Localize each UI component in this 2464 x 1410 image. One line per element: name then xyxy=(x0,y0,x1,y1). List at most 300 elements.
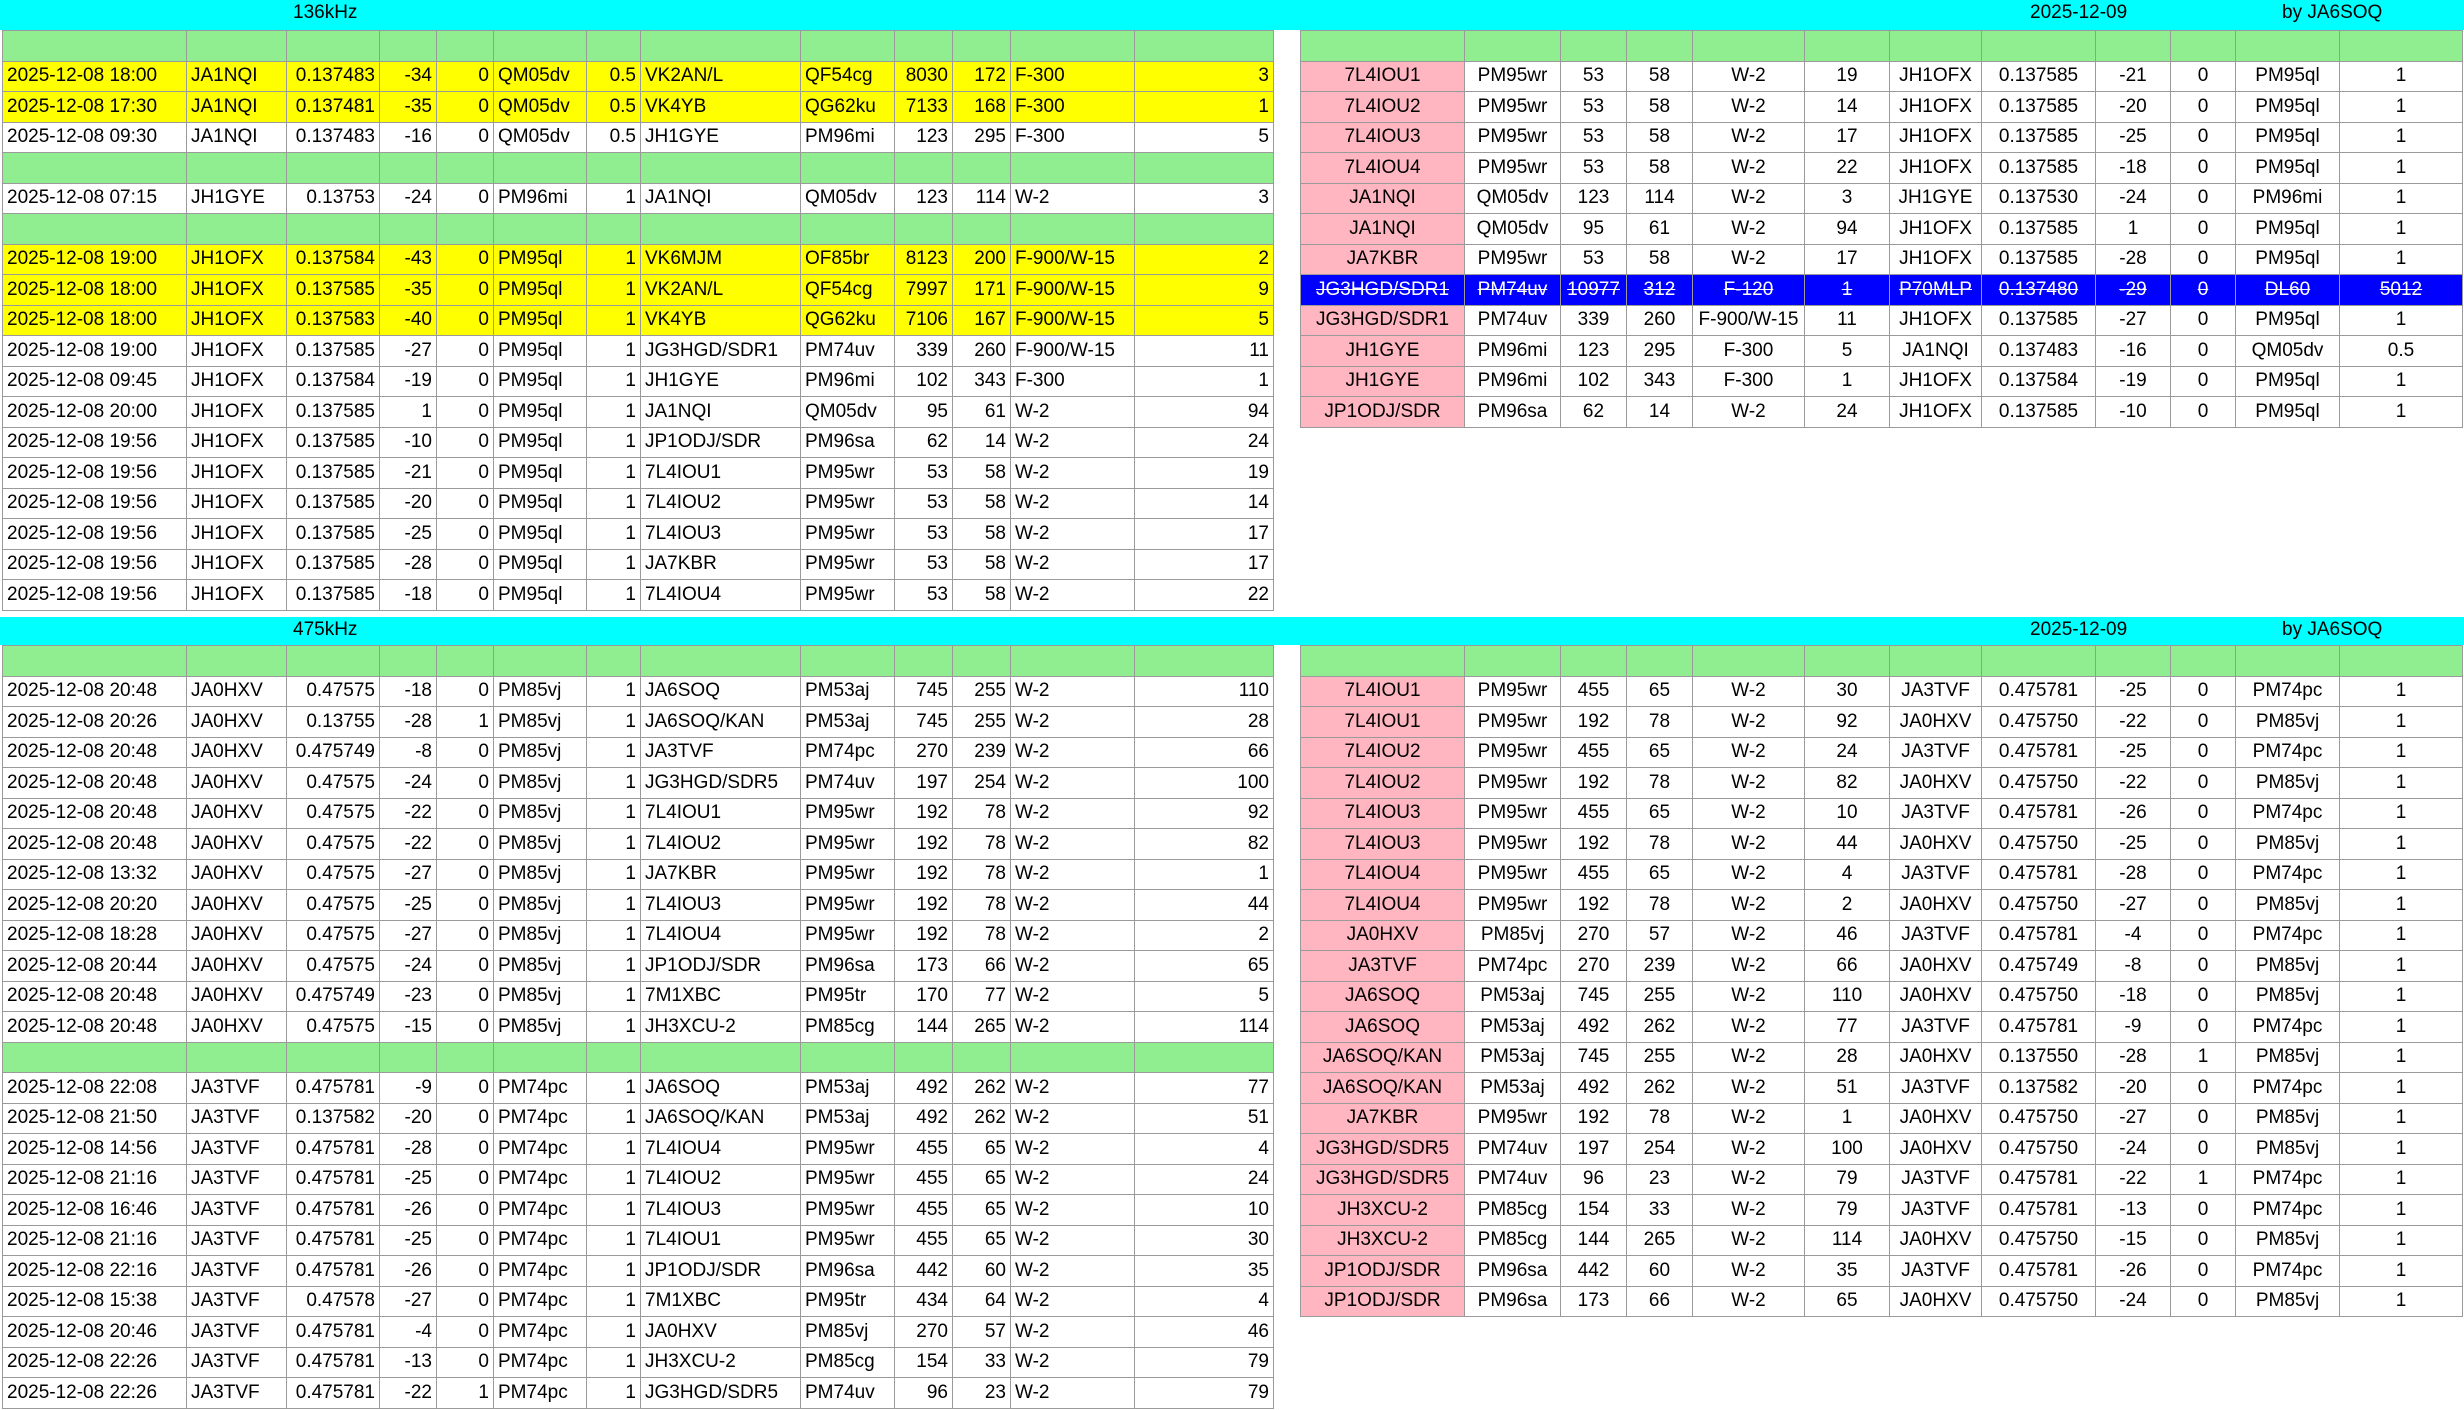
cell-snr[interactable]: -18 xyxy=(380,580,437,611)
cell-az[interactable]: 262 xyxy=(953,1073,1011,1104)
cell-pwr[interactable]: 1 xyxy=(2340,859,2463,890)
cell-az[interactable]: 60 xyxy=(953,1256,1011,1287)
cell-mhz[interactable]: 0.475781 xyxy=(287,1134,380,1165)
cell-reporter[interactable]: 7L4IOU4 xyxy=(641,1134,801,1165)
cell-spots[interactable]: 3 xyxy=(1135,183,1274,214)
cell-reporter[interactable]: JH3XCU-2 xyxy=(1301,1225,1465,1256)
cell-snr[interactable]: -9 xyxy=(380,1073,437,1104)
cell-mode[interactable]: W-2 xyxy=(1693,1134,1805,1165)
cell-reporter[interactable]: JP1ODJ/SDR xyxy=(641,427,801,458)
cell-rgrid[interactable]: PM74uv xyxy=(801,768,895,799)
cell-spots[interactable]: 79 xyxy=(1135,1378,1274,1409)
cell-spots[interactable]: 30 xyxy=(1135,1225,1274,1256)
cell-drift[interactable]: 0 xyxy=(2171,798,2236,829)
cell-mhz[interactable]: 0.47575 xyxy=(287,951,380,982)
cell-az[interactable]: 60 xyxy=(1627,1256,1693,1287)
cell-grid[interactable]: PM74pc xyxy=(494,1164,587,1195)
table-row[interactable] xyxy=(3,1195,1274,1226)
cell-snr[interactable]: -27 xyxy=(380,1286,437,1317)
cell-pwr[interactable]: 1 xyxy=(587,1225,641,1256)
column-header-az[interactable] xyxy=(953,1042,1011,1073)
table-row[interactable] xyxy=(1301,920,2463,951)
cell-call[interactable]: JA0HXV xyxy=(1890,1042,1982,1073)
cell-timestamp[interactable]: 2025-12-08 19:56 xyxy=(3,488,187,519)
cell-az[interactable]: 58 xyxy=(1627,61,1693,92)
cell-mode[interactable]: W-2 xyxy=(1693,1103,1805,1134)
cell-spots[interactable]: 79 xyxy=(1805,1195,1890,1226)
column-header-pwr[interactable] xyxy=(587,214,641,245)
cell-mode[interactable]: W-2 xyxy=(1011,1317,1135,1348)
cell-call[interactable]: JA3TVF xyxy=(1890,1256,1982,1287)
cell-call[interactable]: JH1GYE xyxy=(187,183,287,214)
column-header-mode[interactable] xyxy=(1693,31,1805,62)
cell-az[interactable]: 239 xyxy=(1627,951,1693,982)
cell-timestamp[interactable]: 2025-12-08 20:48 xyxy=(3,829,187,860)
cell-reporter[interactable]: JA3TVF xyxy=(641,737,801,768)
cell-az[interactable]: 78 xyxy=(953,829,1011,860)
cell-az[interactable]: 239 xyxy=(953,737,1011,768)
column-header-rgrid[interactable] xyxy=(801,153,895,184)
cell-rgrid[interactable]: PM95wr xyxy=(801,580,895,611)
cell-call[interactable]: JH1OFX xyxy=(187,244,287,275)
table-row[interactable] xyxy=(3,920,1274,951)
column-header-rgrid[interactable] xyxy=(1465,646,1561,677)
cell-rgrid[interactable]: PM95tr xyxy=(801,981,895,1012)
cell-rgrid[interactable]: QF54cg xyxy=(801,275,895,306)
cell-pwr[interactable]: 0.5 xyxy=(2340,336,2463,367)
cell-mode[interactable]: W-2 xyxy=(1011,488,1135,519)
cell-rgrid[interactable]: PM74uv xyxy=(1465,1164,1561,1195)
cell-snr[interactable]: -27 xyxy=(380,920,437,951)
cell-mhz[interactable]: 0.475781 xyxy=(1982,920,2096,951)
cell-spots[interactable]: 92 xyxy=(1135,798,1274,829)
cell-km[interactable]: 95 xyxy=(1561,214,1627,245)
cell-mhz[interactable]: 0.475781 xyxy=(1982,859,2096,890)
cell-mode[interactable]: W-2 xyxy=(1693,1012,1805,1043)
cell-call[interactable]: JA0HXV xyxy=(187,829,287,860)
cell-az[interactable]: 171 xyxy=(953,275,1011,306)
cell-mhz[interactable]: 0.137584 xyxy=(287,244,380,275)
cell-call[interactable]: JA0HXV xyxy=(1890,981,1982,1012)
cell-drift[interactable]: 0 xyxy=(437,244,494,275)
cell-grid[interactable]: PM74pc xyxy=(494,1225,587,1256)
cell-timestamp[interactable]: 2025-12-08 07:15 xyxy=(3,183,187,214)
column-header-az[interactable] xyxy=(953,153,1011,184)
cell-timestamp[interactable]: 2025-12-08 20:48 xyxy=(3,676,187,707)
table-row[interactable] xyxy=(3,427,1274,458)
cell-rgrid[interactable]: PM96sa xyxy=(1465,397,1561,428)
cell-drift[interactable]: 0 xyxy=(437,1073,494,1104)
table-row[interactable] xyxy=(3,981,1274,1012)
table-row[interactable] xyxy=(3,951,1274,982)
cell-call[interactable]: JA3TVF xyxy=(1890,920,1982,951)
cell-reporter[interactable]: 7L4IOU2 xyxy=(641,488,801,519)
cell-timestamp[interactable]: 2025-12-08 18:00 xyxy=(3,275,187,306)
cell-mode[interactable]: W-2 xyxy=(1011,183,1135,214)
cell-az[interactable]: 58 xyxy=(953,549,1011,580)
cell-mode[interactable]: W-2 xyxy=(1693,768,1805,799)
cell-mhz[interactable]: 0.137584 xyxy=(287,366,380,397)
cell-grid[interactable]: PM74pc xyxy=(494,1195,587,1226)
cell-reporter[interactable]: VK2AN/L xyxy=(641,61,801,92)
cell-pwr[interactable]: 1 xyxy=(2340,829,2463,860)
cell-az[interactable]: 255 xyxy=(1627,1042,1693,1073)
cell-grid[interactable]: PM74pc xyxy=(2236,1195,2340,1226)
cell-snr[interactable]: -28 xyxy=(380,1134,437,1165)
cell-grid[interactable]: QM05dv xyxy=(494,122,587,153)
cell-km[interactable]: 197 xyxy=(895,768,953,799)
table-row[interactable] xyxy=(3,890,1274,921)
column-header-grid[interactable] xyxy=(494,214,587,245)
cell-snr[interactable]: -24 xyxy=(2096,1134,2171,1165)
cell-mhz[interactable]: 0.475781 xyxy=(287,1073,380,1104)
cell-rgrid[interactable]: PM74uv xyxy=(801,1378,895,1409)
column-header-grid[interactable] xyxy=(494,153,587,184)
cell-snr[interactable]: -25 xyxy=(380,519,437,550)
column-header-grid[interactable] xyxy=(2236,646,2340,677)
cell-spots[interactable]: 66 xyxy=(1805,951,1890,982)
cell-mhz[interactable]: 0.137585 xyxy=(1982,397,2096,428)
cell-rgrid[interactable]: QG62ku xyxy=(801,92,895,123)
table-row[interactable] xyxy=(3,798,1274,829)
cell-az[interactable]: 65 xyxy=(953,1195,1011,1226)
cell-drift[interactable]: 0 xyxy=(2171,829,2236,860)
cell-az[interactable]: 260 xyxy=(1627,305,1693,336)
cell-reporter[interactable]: JG3HGD/SDR5 xyxy=(1301,1134,1465,1165)
cell-drift[interactable]: 0 xyxy=(437,488,494,519)
cell-reporter[interactable]: 7L4IOU3 xyxy=(1301,798,1465,829)
column-header-call[interactable] xyxy=(187,153,287,184)
cell-az[interactable]: 65 xyxy=(1627,798,1693,829)
cell-mhz[interactable]: 0.137584 xyxy=(1982,366,2096,397)
cell-drift[interactable]: 0 xyxy=(437,981,494,1012)
cell-mode[interactable]: W-2 xyxy=(1693,214,1805,245)
cell-spots[interactable]: 44 xyxy=(1135,890,1274,921)
cell-grid[interactable]: PM95ql xyxy=(494,305,587,336)
cell-pwr[interactable]: 1 xyxy=(2340,890,2463,921)
cell-snr[interactable]: -43 xyxy=(380,244,437,275)
column-header-mode[interactable] xyxy=(1011,214,1135,245)
cell-mode[interactable]: W-2 xyxy=(1693,1042,1805,1073)
table-row[interactable] xyxy=(3,580,1274,611)
cell-mode[interactable]: W-2 xyxy=(1693,676,1805,707)
cell-pwr[interactable]: 1 xyxy=(587,859,641,890)
cell-call[interactable]: JA0HXV xyxy=(187,920,287,951)
cell-mhz[interactable]: 0.475750 xyxy=(1982,1286,2096,1317)
cell-drift[interactable]: 0 xyxy=(437,519,494,550)
cell-mode[interactable]: W-2 xyxy=(1693,1164,1805,1195)
cell-km[interactable]: 455 xyxy=(1561,798,1627,829)
cell-mode[interactable]: F-900/W-15 xyxy=(1011,336,1135,367)
cell-grid[interactable]: PM95ql xyxy=(494,549,587,580)
cell-mode[interactable]: W-2 xyxy=(1693,92,1805,123)
table-row[interactable] xyxy=(1301,1073,2463,1104)
cell-call[interactable]: JA3TVF xyxy=(1890,1073,1982,1104)
cell-az[interactable]: 168 xyxy=(953,92,1011,123)
cell-mhz[interactable]: 0.137483 xyxy=(287,122,380,153)
table-row[interactable] xyxy=(1301,981,2463,1012)
cell-mode[interactable]: W-2 xyxy=(1011,1286,1135,1317)
cell-snr[interactable]: -15 xyxy=(380,1012,437,1043)
cell-pwr[interactable]: 1 xyxy=(587,1378,641,1409)
cell-snr[interactable]: -22 xyxy=(2096,1164,2171,1195)
cell-az[interactable]: 265 xyxy=(953,1012,1011,1043)
cell-grid[interactable]: PM95ql xyxy=(494,519,587,550)
table-row[interactable] xyxy=(3,676,1274,707)
table-row[interactable] xyxy=(1301,1134,2463,1165)
table-row[interactable] xyxy=(1301,366,2463,397)
cell-drift[interactable]: 0 xyxy=(437,92,494,123)
cell-reporter[interactable]: JA6SOQ xyxy=(1301,1012,1465,1043)
column-header-reporter[interactable] xyxy=(1301,31,1465,62)
cell-mode[interactable]: W-2 xyxy=(1011,890,1135,921)
cell-reporter[interactable]: JA3TVF xyxy=(1301,951,1465,982)
cell-grid[interactable]: PM85vj xyxy=(494,951,587,982)
cell-spots[interactable]: 5 xyxy=(1805,336,1890,367)
cell-az[interactable]: 200 xyxy=(953,244,1011,275)
cell-km[interactable]: 192 xyxy=(1561,768,1627,799)
cell-spots[interactable]: 2 xyxy=(1805,890,1890,921)
cell-pwr[interactable]: 1 xyxy=(2340,244,2463,275)
column-header-drift[interactable] xyxy=(437,214,494,245)
cell-drift[interactable]: 0 xyxy=(437,1164,494,1195)
cell-call[interactable]: JA3TVF xyxy=(187,1164,287,1195)
column-header-spots[interactable] xyxy=(1135,153,1274,184)
cell-drift[interactable]: 0 xyxy=(2171,153,2236,184)
cell-mode[interactable]: W-2 xyxy=(1693,829,1805,860)
cell-mhz[interactable]: 0.137585 xyxy=(1982,153,2096,184)
cell-spots[interactable]: 77 xyxy=(1805,1012,1890,1043)
cell-grid[interactable]: PM74pc xyxy=(494,1317,587,1348)
cell-snr[interactable]: -24 xyxy=(2096,183,2171,214)
cell-spots[interactable]: 10 xyxy=(1805,798,1890,829)
cell-pwr[interactable]: 1 xyxy=(2340,1073,2463,1104)
cell-mode[interactable]: W-2 xyxy=(1693,61,1805,92)
cell-mode[interactable]: W-2 xyxy=(1011,1012,1135,1043)
cell-mhz[interactable]: 0.137481 xyxy=(287,92,380,123)
cell-snr[interactable]: -20 xyxy=(2096,92,2171,123)
column-header-az[interactable] xyxy=(953,214,1011,245)
cell-snr[interactable]: -16 xyxy=(2096,336,2171,367)
column-header-pwr[interactable] xyxy=(587,153,641,184)
cell-mode[interactable]: W-2 xyxy=(1693,890,1805,921)
cell-reporter[interactable]: JA7KBR xyxy=(1301,244,1465,275)
cell-mhz[interactable]: 0.47575 xyxy=(287,768,380,799)
cell-mhz[interactable]: 0.137582 xyxy=(287,1103,380,1134)
cell-grid[interactable]: PM74pc xyxy=(2236,1012,2340,1043)
cell-grid[interactable]: PM85vj xyxy=(494,1012,587,1043)
cell-reporter[interactable]: 7L4IOU2 xyxy=(1301,768,1465,799)
cell-call[interactable]: JA0HXV xyxy=(1890,890,1982,921)
cell-spots[interactable]: 19 xyxy=(1805,61,1890,92)
cell-km[interactable]: 154 xyxy=(1561,1195,1627,1226)
column-header-timestamp[interactable] xyxy=(3,31,187,62)
cell-timestamp[interactable]: 2025-12-08 18:28 xyxy=(3,920,187,951)
cell-rgrid[interactable]: PM96sa xyxy=(801,951,895,982)
cell-mhz[interactable]: 0.475781 xyxy=(287,1256,380,1287)
column-header-timestamp[interactable] xyxy=(3,214,187,245)
cell-mode[interactable]: W-2 xyxy=(1693,1195,1805,1226)
cell-spots[interactable]: 77 xyxy=(1135,1073,1274,1104)
cell-timestamp[interactable]: 2025-12-08 19:56 xyxy=(3,458,187,489)
cell-az[interactable]: 172 xyxy=(953,61,1011,92)
cell-rgrid[interactable]: QG62ku xyxy=(801,305,895,336)
cell-call[interactable]: JA3TVF xyxy=(187,1073,287,1104)
cell-km[interactable]: 53 xyxy=(1561,153,1627,184)
cell-snr[interactable]: -25 xyxy=(2096,122,2171,153)
cell-call[interactable]: JA0HXV xyxy=(187,1012,287,1043)
column-header-mode[interactable] xyxy=(1011,153,1135,184)
cell-mode[interactable]: W-2 xyxy=(1693,153,1805,184)
cell-snr[interactable]: -21 xyxy=(380,458,437,489)
cell-mhz[interactable]: 0.137483 xyxy=(1982,336,2096,367)
column-header-pwr[interactable] xyxy=(587,646,641,677)
cell-km[interactable]: 62 xyxy=(1561,397,1627,428)
cell-az[interactable]: 260 xyxy=(953,336,1011,367)
cell-pwr[interactable]: 1 xyxy=(2340,920,2463,951)
table-row[interactable] xyxy=(1301,951,2463,982)
cell-mode[interactable]: W-2 xyxy=(1011,1164,1135,1195)
cell-mode[interactable]: W-2 xyxy=(1011,458,1135,489)
cell-km[interactable]: 745 xyxy=(895,676,953,707)
cell-pwr[interactable]: 1 xyxy=(2340,153,2463,184)
cell-km[interactable]: 339 xyxy=(1561,305,1627,336)
cell-mode[interactable]: W-2 xyxy=(1011,1378,1135,1409)
cell-snr[interactable]: -8 xyxy=(380,737,437,768)
cell-km[interactable]: 102 xyxy=(1561,366,1627,397)
cell-mhz[interactable]: 0.137585 xyxy=(287,488,380,519)
cell-drift[interactable]: 0 xyxy=(437,122,494,153)
cell-rgrid[interactable]: PM53aj xyxy=(1465,1042,1561,1073)
cell-rgrid[interactable]: QM05dv xyxy=(801,397,895,428)
table-row[interactable] xyxy=(3,829,1274,860)
cell-rgrid[interactable]: PM85cg xyxy=(801,1347,895,1378)
cell-mhz[interactable]: 0.475750 xyxy=(1982,829,2096,860)
cell-rgrid[interactable]: QM05dv xyxy=(801,183,895,214)
cell-timestamp[interactable]: 2025-12-08 20:48 xyxy=(3,768,187,799)
cell-mode[interactable]: W-2 xyxy=(1693,397,1805,428)
cell-mode[interactable]: F-300 xyxy=(1011,122,1135,153)
table-row[interactable] xyxy=(1301,1195,2463,1226)
table-row[interactable] xyxy=(1301,183,2463,214)
cell-grid[interactable]: PM85vj xyxy=(2236,1225,2340,1256)
cell-km[interactable]: 173 xyxy=(895,951,953,982)
cell-reporter[interactable]: JA7KBR xyxy=(641,549,801,580)
cell-snr[interactable]: -19 xyxy=(380,366,437,397)
cell-grid[interactable]: DL60 xyxy=(2236,275,2340,306)
cell-pwr[interactable]: 1 xyxy=(587,1073,641,1104)
cell-az[interactable]: 265 xyxy=(1627,1225,1693,1256)
cell-az[interactable]: 262 xyxy=(1627,1073,1693,1104)
cell-timestamp[interactable]: 2025-12-08 21:50 xyxy=(3,1103,187,1134)
cell-rgrid[interactable]: PM74uv xyxy=(1465,305,1561,336)
cell-drift[interactable]: 0 xyxy=(437,580,494,611)
cell-rgrid[interactable]: PM95wr xyxy=(801,829,895,860)
cell-call[interactable]: JA3TVF xyxy=(1890,676,1982,707)
cell-drift[interactable]: 0 xyxy=(2171,707,2236,738)
cell-mhz[interactable]: 0.137585 xyxy=(287,458,380,489)
cell-timestamp[interactable]: 2025-12-08 13:32 xyxy=(3,859,187,890)
cell-drift[interactable]: 0 xyxy=(2171,366,2236,397)
cell-mhz[interactable]: 0.475750 xyxy=(1982,1225,2096,1256)
cell-az[interactable]: 78 xyxy=(953,859,1011,890)
cell-call[interactable]: JA0HXV xyxy=(1890,1225,1982,1256)
cell-spots[interactable]: 94 xyxy=(1135,397,1274,428)
cell-rgrid[interactable]: QF54cg xyxy=(801,61,895,92)
cell-drift[interactable]: 1 xyxy=(437,1378,494,1409)
cell-snr[interactable]: -9 xyxy=(2096,1012,2171,1043)
cell-pwr[interactable]: 1 xyxy=(2340,1164,2463,1195)
table-row-selected[interactable] xyxy=(1301,275,2463,306)
table-row[interactable] xyxy=(1301,798,2463,829)
cell-timestamp[interactable]: 2025-12-08 19:00 xyxy=(3,244,187,275)
cell-az[interactable]: 58 xyxy=(953,488,1011,519)
cell-reporter[interactable]: 7L4IOU4 xyxy=(641,580,801,611)
cell-snr[interactable]: -28 xyxy=(380,549,437,580)
column-header-drift[interactable] xyxy=(437,646,494,677)
cell-km[interactable]: 144 xyxy=(895,1012,953,1043)
cell-grid[interactable]: PM85vj xyxy=(2236,829,2340,860)
cell-km[interactable]: 96 xyxy=(895,1378,953,1409)
cell-grid[interactable]: PM95ql xyxy=(2236,244,2340,275)
cell-rgrid[interactable]: PM96mi xyxy=(1465,366,1561,397)
cell-pwr[interactable]: 1 xyxy=(587,336,641,367)
cell-mode[interactable]: W-2 xyxy=(1011,1073,1135,1104)
cell-az[interactable]: 57 xyxy=(953,1317,1011,1348)
cell-timestamp[interactable]: 2025-12-08 20:48 xyxy=(3,737,187,768)
cell-reporter[interactable]: VK4YB xyxy=(641,92,801,123)
cell-spots[interactable]: 44 xyxy=(1805,829,1890,860)
cell-call[interactable]: JA3TVF xyxy=(1890,859,1982,890)
cell-spots[interactable]: 114 xyxy=(1135,1012,1274,1043)
cell-rgrid[interactable]: PM96mi xyxy=(801,366,895,397)
cell-snr[interactable]: -24 xyxy=(380,951,437,982)
column-header-reporter[interactable] xyxy=(1301,646,1465,677)
cell-spots[interactable]: 28 xyxy=(1805,1042,1890,1073)
cell-az[interactable]: 167 xyxy=(953,305,1011,336)
cell-call[interactable]: JA3TVF xyxy=(187,1317,287,1348)
cell-spots[interactable]: 65 xyxy=(1805,1286,1890,1317)
cell-rgrid[interactable]: PM95wr xyxy=(801,1225,895,1256)
cell-drift[interactable]: 0 xyxy=(437,458,494,489)
cell-spots[interactable]: 46 xyxy=(1805,920,1890,951)
cell-grid[interactable]: PM85vj xyxy=(494,829,587,860)
cell-drift[interactable]: 0 xyxy=(2171,1012,2236,1043)
cell-km[interactable]: 192 xyxy=(895,890,953,921)
cell-mhz[interactable]: 0.137585 xyxy=(287,275,380,306)
cell-mhz[interactable]: 0.13753 xyxy=(287,183,380,214)
cell-rgrid[interactable]: PM96sa xyxy=(801,427,895,458)
cell-reporter[interactable]: 7L4IOU1 xyxy=(641,458,801,489)
cell-mode[interactable]: W-2 xyxy=(1693,951,1805,982)
cell-timestamp[interactable]: 2025-12-08 20:26 xyxy=(3,707,187,738)
column-header-grid[interactable] xyxy=(2236,31,2340,62)
cell-timestamp[interactable]: 2025-12-08 17:30 xyxy=(3,92,187,123)
cell-reporter[interactable]: 7L4IOU2 xyxy=(641,1164,801,1195)
table-row[interactable] xyxy=(3,1256,1274,1287)
table-row[interactable] xyxy=(1301,1256,2463,1287)
column-header-mode[interactable] xyxy=(1011,31,1135,62)
cell-az[interactable]: 77 xyxy=(953,981,1011,1012)
cell-snr[interactable]: -20 xyxy=(380,488,437,519)
cell-az[interactable]: 58 xyxy=(953,580,1011,611)
cell-mhz[interactable]: 0.47575 xyxy=(287,859,380,890)
cell-grid[interactable]: PM74pc xyxy=(2236,1164,2340,1195)
cell-call[interactable]: JH1OFX xyxy=(187,549,287,580)
cell-snr[interactable]: -24 xyxy=(380,183,437,214)
cell-drift[interactable]: 0 xyxy=(2171,92,2236,123)
cell-km[interactable]: 95 xyxy=(895,397,953,428)
